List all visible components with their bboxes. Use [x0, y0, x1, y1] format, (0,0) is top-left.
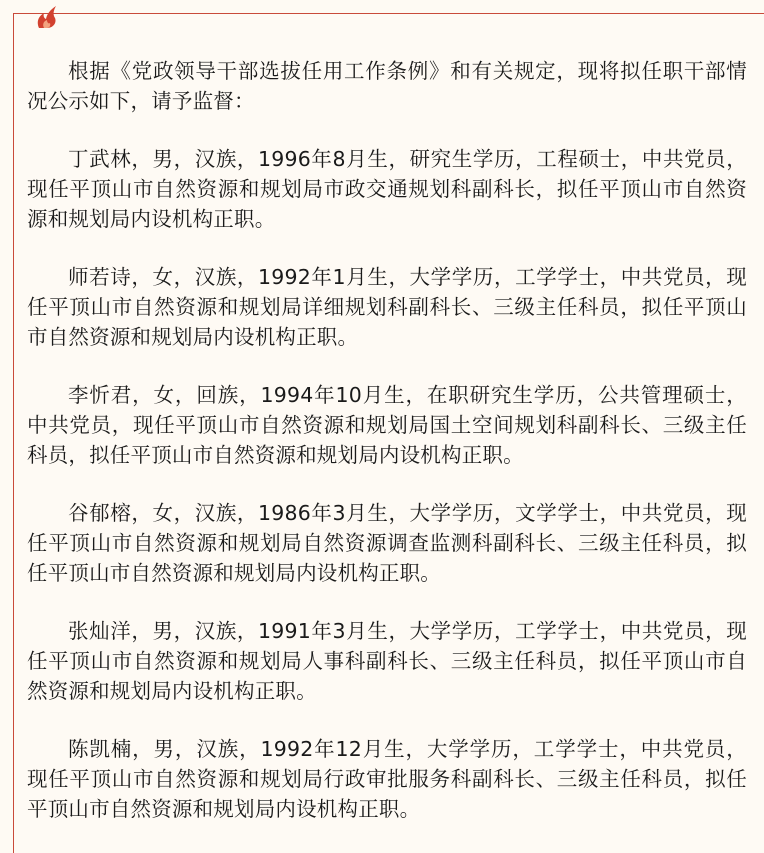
candidate-paragraph: 丁武林，男，汉族，1996年8月生，研究生学历，工程硕士，中共党员，现任平顶山市自然资源和规划局市政交通规划科副科长，拟任平顶山市自然资源和规划局内设机构正职。 [27, 147, 747, 231]
candidate-paragraph: 师若诗，女，汉族，1992年1月生，大学学历，工学学士，中共党员，现任平顶山市自然资源和规划局详细规划科副科长、三级主任科员，拟任平顶山市自然资源和规划局内设机构正职。 [27, 265, 747, 349]
candidate-paragraph: 陈凯楠，男，汉族，1992年12月生，大学学历，工学学士，中共党员，现任平顶山市自然资源和规划局行政审批服务科副科长、三级主任科员，拟任平顶山市自然资源和规划局内设机构正职。 [27, 737, 747, 821]
flame-icon [33, 2, 59, 30]
intro-paragraph: 根据《党政领导干部选拔任用工作条例》和有关规定，现将拟任职干部情况公示如下，请予监督： [27, 59, 747, 113]
candidate-paragraph: 张灿洋，男，汉族，1991年3月生，大学学历，工学学士，中共党员，现任平顶山市自然资源和规划局人事科副科长、三级主任科员，拟任平顶山市自然资源和规划局内设机构正职。 [27, 619, 747, 703]
announcement-body [27, 56, 747, 852]
candidate-paragraph: 李忻君，女，回族，1994年10月生，在职研究生学历，公共管理硕士，中共党员，现任平顶山市自然资源和规划局国土空间规划科副科长、三级主任科员，拟任平顶山市自然资源和规划局内设机构正职。 [27, 383, 747, 467]
candidate-paragraph: 谷郁榕，女，汉族，1986年3月生，大学学历，文学学士，中共党员，现任平顶山市自然资源和规划局自然资源调查监测科副科长、三级主任科员，拟任平顶山市自然资源和规划局内设机构正职。 [27, 501, 747, 585]
